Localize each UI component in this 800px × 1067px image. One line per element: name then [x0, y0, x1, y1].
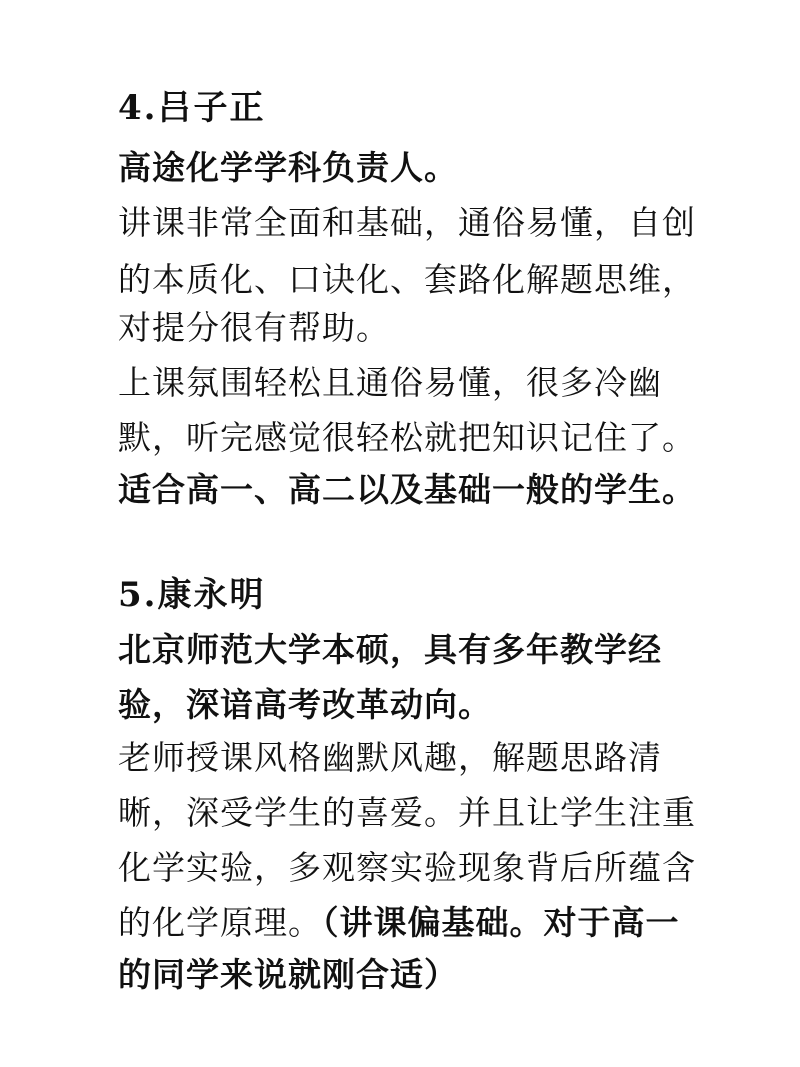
section-4-heading: 4.吕子正 [118, 88, 266, 128]
section-5-heading: 5.康永明 [118, 575, 266, 615]
section-5-body-line-4-normal: 的化学原理。 [118, 903, 322, 942]
section-5-body-line-4-bold: （讲课偏基础。对于高一 [322, 903, 680, 942]
section-4-body-line-2: 的本质化、口诀化、套路化解题思维， [118, 260, 696, 299]
section-5-body-line-1: 老师授课风格幽默风趣，解题思路清 [118, 738, 662, 777]
section-4-summary: 适合高一、高二以及基础一般的学生。 [118, 470, 696, 509]
section-4-intro: 高途化学学科负责人。 [118, 148, 458, 187]
section-5-body-line-2: 晰，深受学生的喜爱。并且让学生注重 [118, 793, 696, 832]
section-4-body-line-5: 默，听完感觉很轻松就把知识记住了。 [118, 418, 696, 457]
section-5-intro-line-2: 验，深谙高考改革动向。 [118, 685, 492, 724]
section-5-intro-line-1: 北京师范大学本硕，具有多年教学经 [118, 630, 662, 669]
section-4-body-line-1: 讲课非常全面和基础，通俗易懂，自创 [118, 203, 696, 242]
section-4-body-line-4: 上课氛围轻松且通俗易懂，很多冷幽 [118, 363, 662, 402]
section-5-body-line-4 [118, 903, 680, 943]
section-5-body-line-3: 化学实验，多观察实验现象背后所蕴含 [118, 848, 696, 887]
section-5-final-line: 的同学来说就刚合适） [118, 955, 458, 994]
section-4-body-line-3: 对提分很有帮助。 [118, 308, 390, 347]
